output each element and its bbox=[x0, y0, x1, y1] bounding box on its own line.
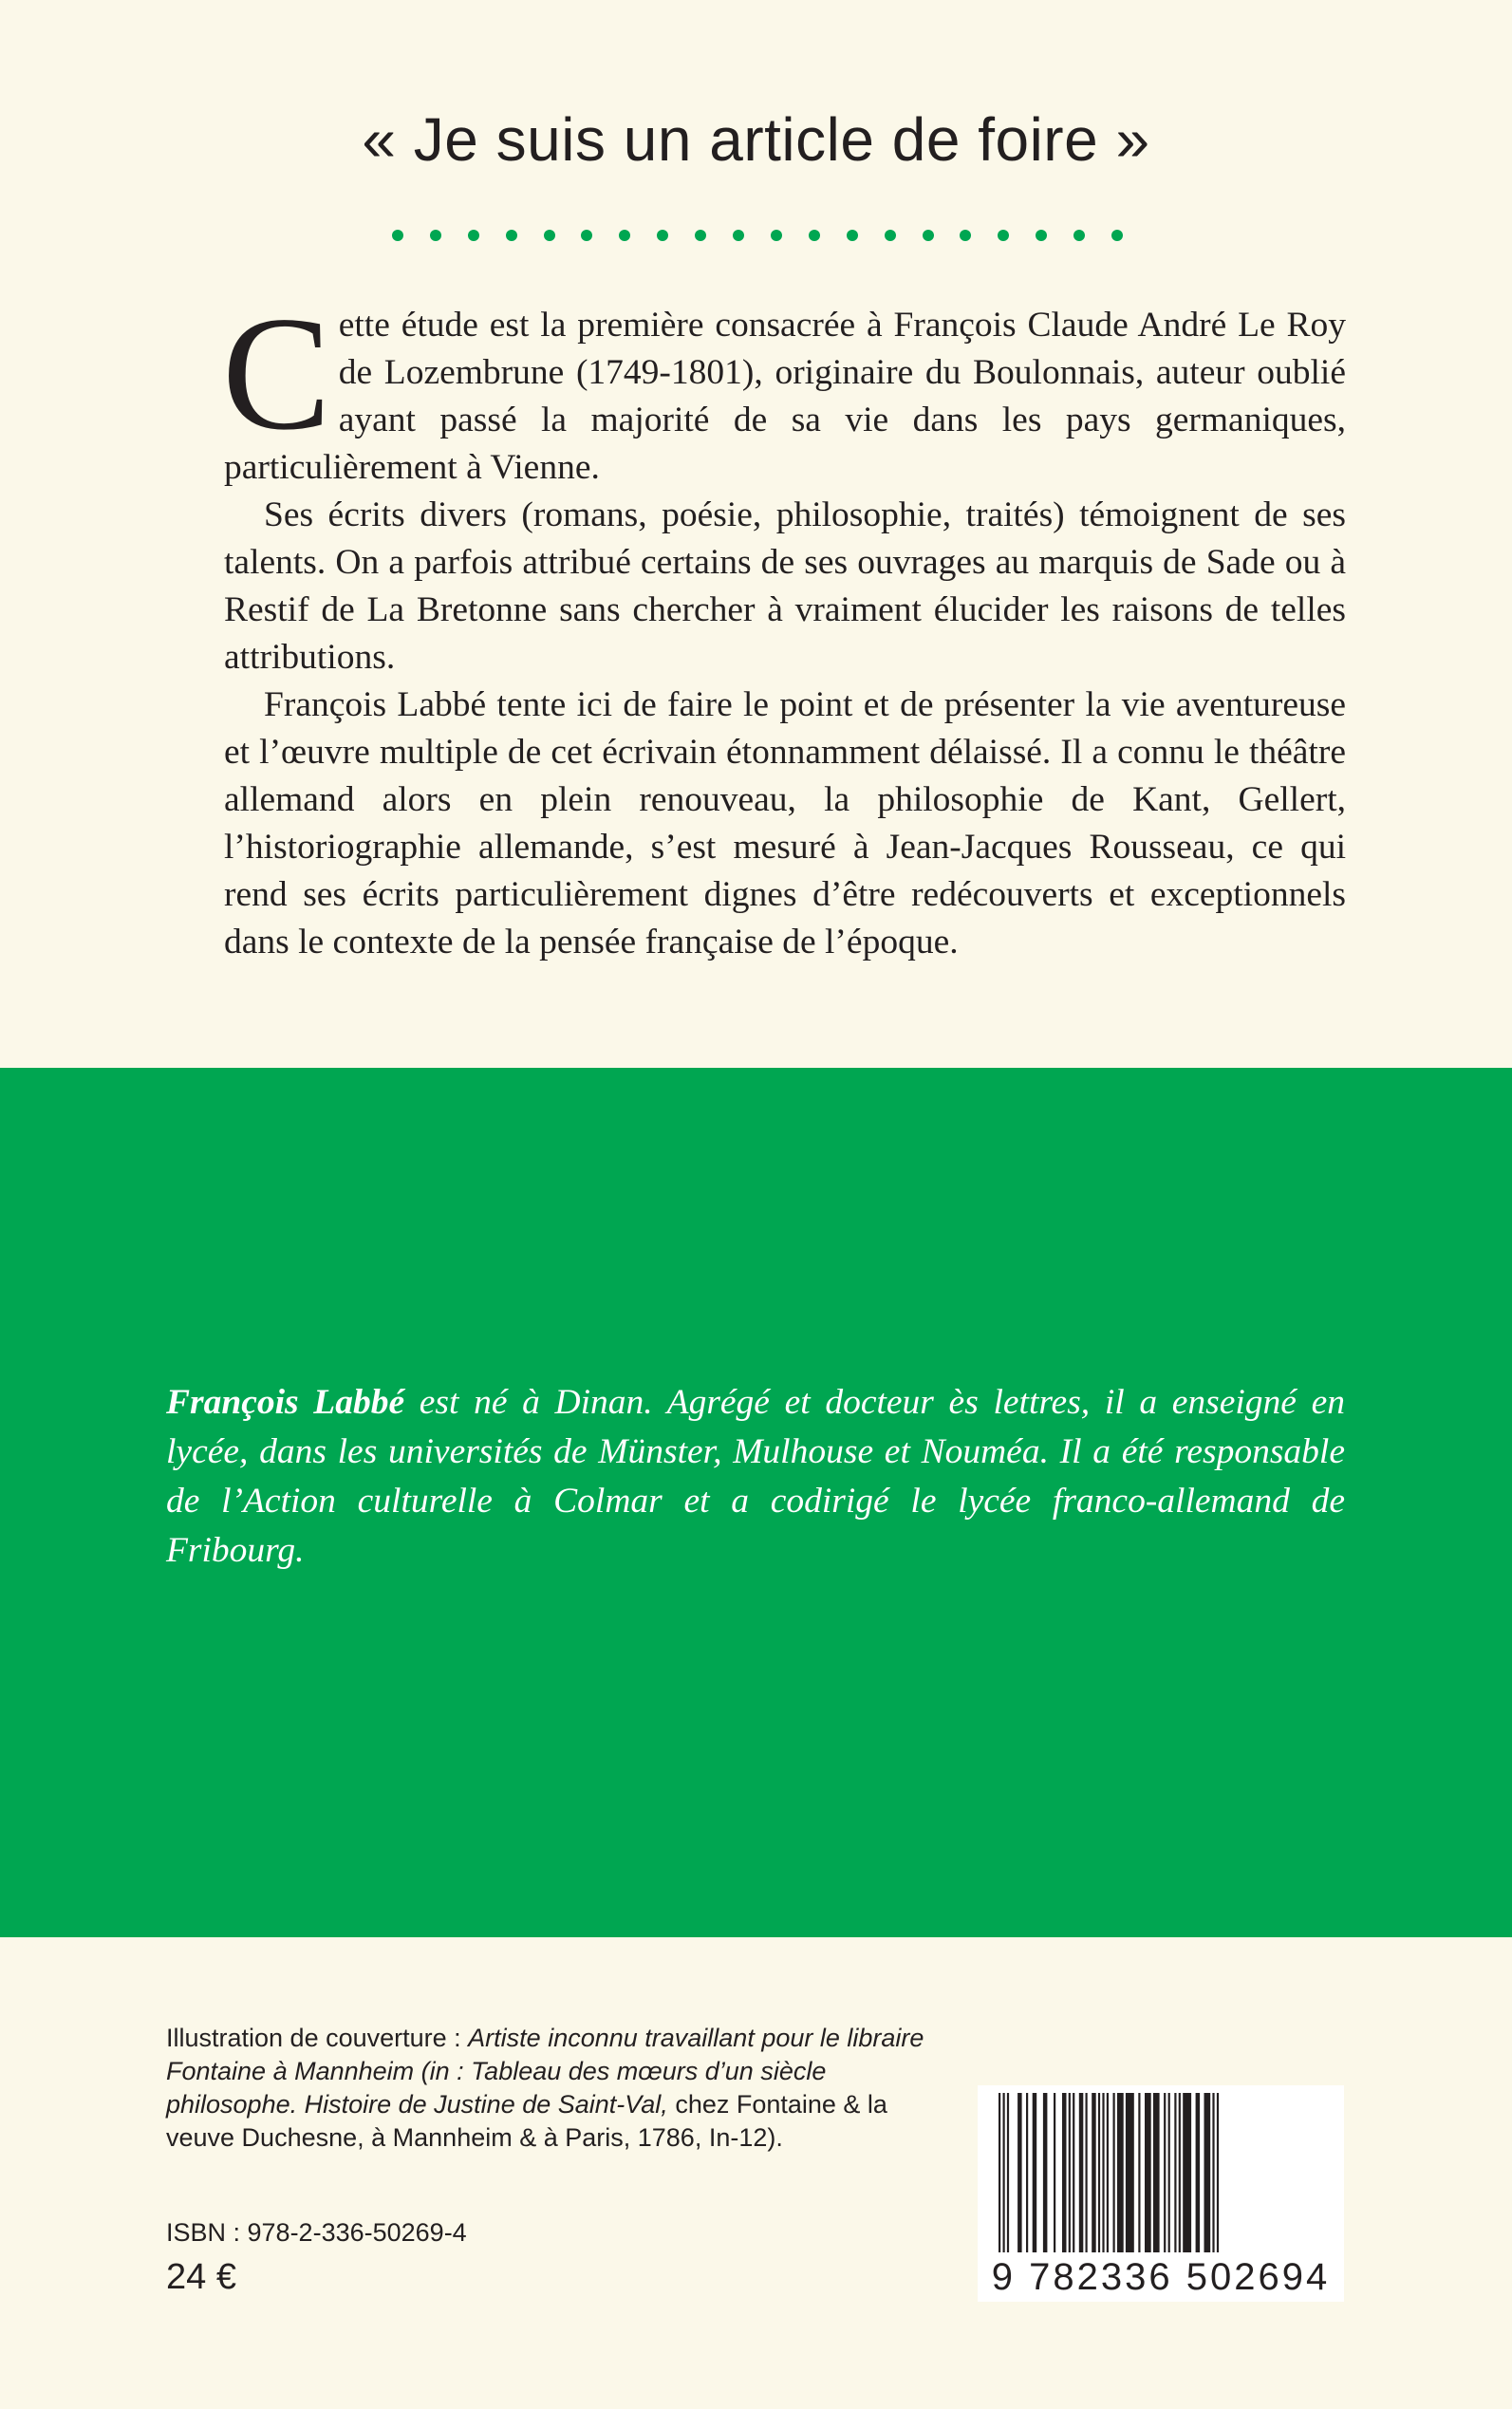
summary-paragraph-1-text: ette étude est la première consacrée à François Claude André Le Roy de Lozembrune (1749-1801), originaire du Boulonnais, auteur oublié ayant passé la majorité de sa vie dans les pays germaniques, particulièrement à Vienne. bbox=[224, 306, 1346, 487]
barcode-bar bbox=[1062, 2093, 1067, 2252]
divider-dot bbox=[392, 230, 403, 241]
barcode-bar bbox=[1212, 2093, 1214, 2252]
barcode-bar bbox=[1033, 2093, 1037, 2252]
divider-dot bbox=[998, 230, 1009, 241]
barcode-bar bbox=[1117, 2093, 1124, 2252]
barcode-bar bbox=[1069, 2093, 1071, 2252]
divider-dot bbox=[923, 230, 934, 241]
barcode-bar bbox=[1086, 2093, 1088, 2252]
divider-dot bbox=[1073, 230, 1085, 241]
cover-top-panel bbox=[0, 0, 1512, 1068]
barcode-bar bbox=[1007, 2093, 1009, 2252]
barcode-bar bbox=[1102, 2093, 1104, 2252]
divider-dot bbox=[619, 230, 630, 241]
author-name: François Labbé bbox=[166, 1383, 405, 1422]
barcode bbox=[978, 2085, 1344, 2302]
barcode-bar bbox=[1003, 2093, 1005, 2252]
barcode-bar bbox=[1153, 2093, 1160, 2252]
divider-dot bbox=[544, 230, 555, 241]
credit-label: Illustration de couverture : bbox=[166, 2024, 469, 2052]
barcode-bar bbox=[1017, 2093, 1022, 2252]
price: 24 € bbox=[166, 2257, 236, 2297]
divider-dot bbox=[847, 230, 858, 241]
isbn-number: ISBN : 978-2-336-50269-4 bbox=[166, 2218, 467, 2247]
barcode-bar bbox=[1164, 2093, 1166, 2252]
barcode-bar bbox=[1054, 2093, 1055, 2252]
summary-paragraph-1 bbox=[222, 284, 1346, 492]
divider-dot bbox=[468, 230, 479, 241]
book-summary bbox=[222, 284, 1346, 966]
barcode-bar bbox=[1079, 2093, 1084, 2252]
barcode-bar bbox=[1168, 2093, 1170, 2252]
barcode-bar bbox=[1113, 2093, 1115, 2252]
back-cover-title: « Je suis un article de foire » bbox=[362, 105, 1150, 174]
summary-paragraph-3: François Labbé tente ici de faire le point et de présenter la vie aventureuse et l’œuvre multiple de cet écrivain étonnamment délaissé. Il a connu le théâtre allemand alors en plein renouveau, la philosophie de Kant, Gellert, l’historiographie allemande, s’est mesuré à Jean-Jacques Rousseau, ce qui rend ses écrits particulièrement dignes d’être redécouverts et exceptionnels dans le contexte de la pensée française de l’époque. bbox=[224, 685, 1346, 962]
divider-dot bbox=[506, 230, 517, 241]
barcode-bar bbox=[1217, 2093, 1219, 2252]
divider-dot bbox=[657, 230, 668, 241]
barcode-bar bbox=[1204, 2093, 1211, 2252]
barcode-bar bbox=[1098, 2093, 1100, 2252]
divider-dot bbox=[771, 230, 782, 241]
barcode-bar bbox=[1107, 2093, 1109, 2252]
illustration-credit bbox=[166, 2022, 925, 2155]
barcode-bar bbox=[1174, 2093, 1176, 2252]
barcode-bar bbox=[1126, 2093, 1134, 2252]
barcode-bar bbox=[1138, 2093, 1140, 2252]
divider-dot bbox=[695, 230, 706, 241]
divider-dot bbox=[1111, 230, 1123, 241]
credit-publisher: chez Fontaine & la veuve Duchesne, à Mannheim & à Paris, 1786, In-12). bbox=[166, 2090, 887, 2152]
barcode-bar bbox=[1092, 2093, 1096, 2252]
barcode-bar bbox=[1073, 2093, 1074, 2252]
divider-dot bbox=[809, 230, 820, 241]
divider-dot bbox=[1036, 230, 1047, 241]
dot-divider bbox=[392, 230, 1123, 243]
barcode-bar bbox=[1026, 2093, 1028, 2252]
barcode-bar bbox=[1179, 2093, 1181, 2252]
barcode-bar bbox=[1145, 2093, 1151, 2252]
barcode-bar bbox=[1183, 2093, 1191, 2252]
divider-dot bbox=[733, 230, 744, 241]
author-bio-text: est né à Dinan. Agrégé et docteur ès lettres, il a enseigné en lycée, dans les universités de Münster, Mulhouse et Nouméa. Il a été responsable de l’Action culturelle à Colmar et a codirigé le lycée franco-allemand de Fribourg. bbox=[166, 1383, 1346, 1570]
author-bio bbox=[166, 1378, 1345, 1576]
drop-cap: C bbox=[222, 284, 331, 464]
barcode-bar bbox=[1043, 2093, 1048, 2252]
barcode-bars bbox=[978, 2085, 1344, 2256]
divider-dot bbox=[430, 230, 441, 241]
divider-dot bbox=[885, 230, 896, 241]
barcode-digits: 9 782336 502694 bbox=[991, 2256, 1331, 2298]
summary-paragraph-2: Ses écrits divers (romans, poésie, philosophie, traités) témoignent de ses talents. On a parfois attribué certains de ses ouvrages au marquis de Sade ou à Restif de La Bretonne sans chercher à vraiment élucider les raisons de telles attributions. bbox=[224, 495, 1346, 677]
divider-dot bbox=[581, 230, 592, 241]
barcode-bar bbox=[999, 2093, 1000, 2252]
barcode-bar bbox=[1196, 2093, 1201, 2252]
divider-dot bbox=[960, 230, 971, 241]
credit-work: Artiste inconnu travaillant pour le libraire Fontaine à Mannheim (in : Tableau des mœurs d’un siècle philosophe. Histoire de Justine de Saint-Val, bbox=[166, 2024, 924, 2119]
